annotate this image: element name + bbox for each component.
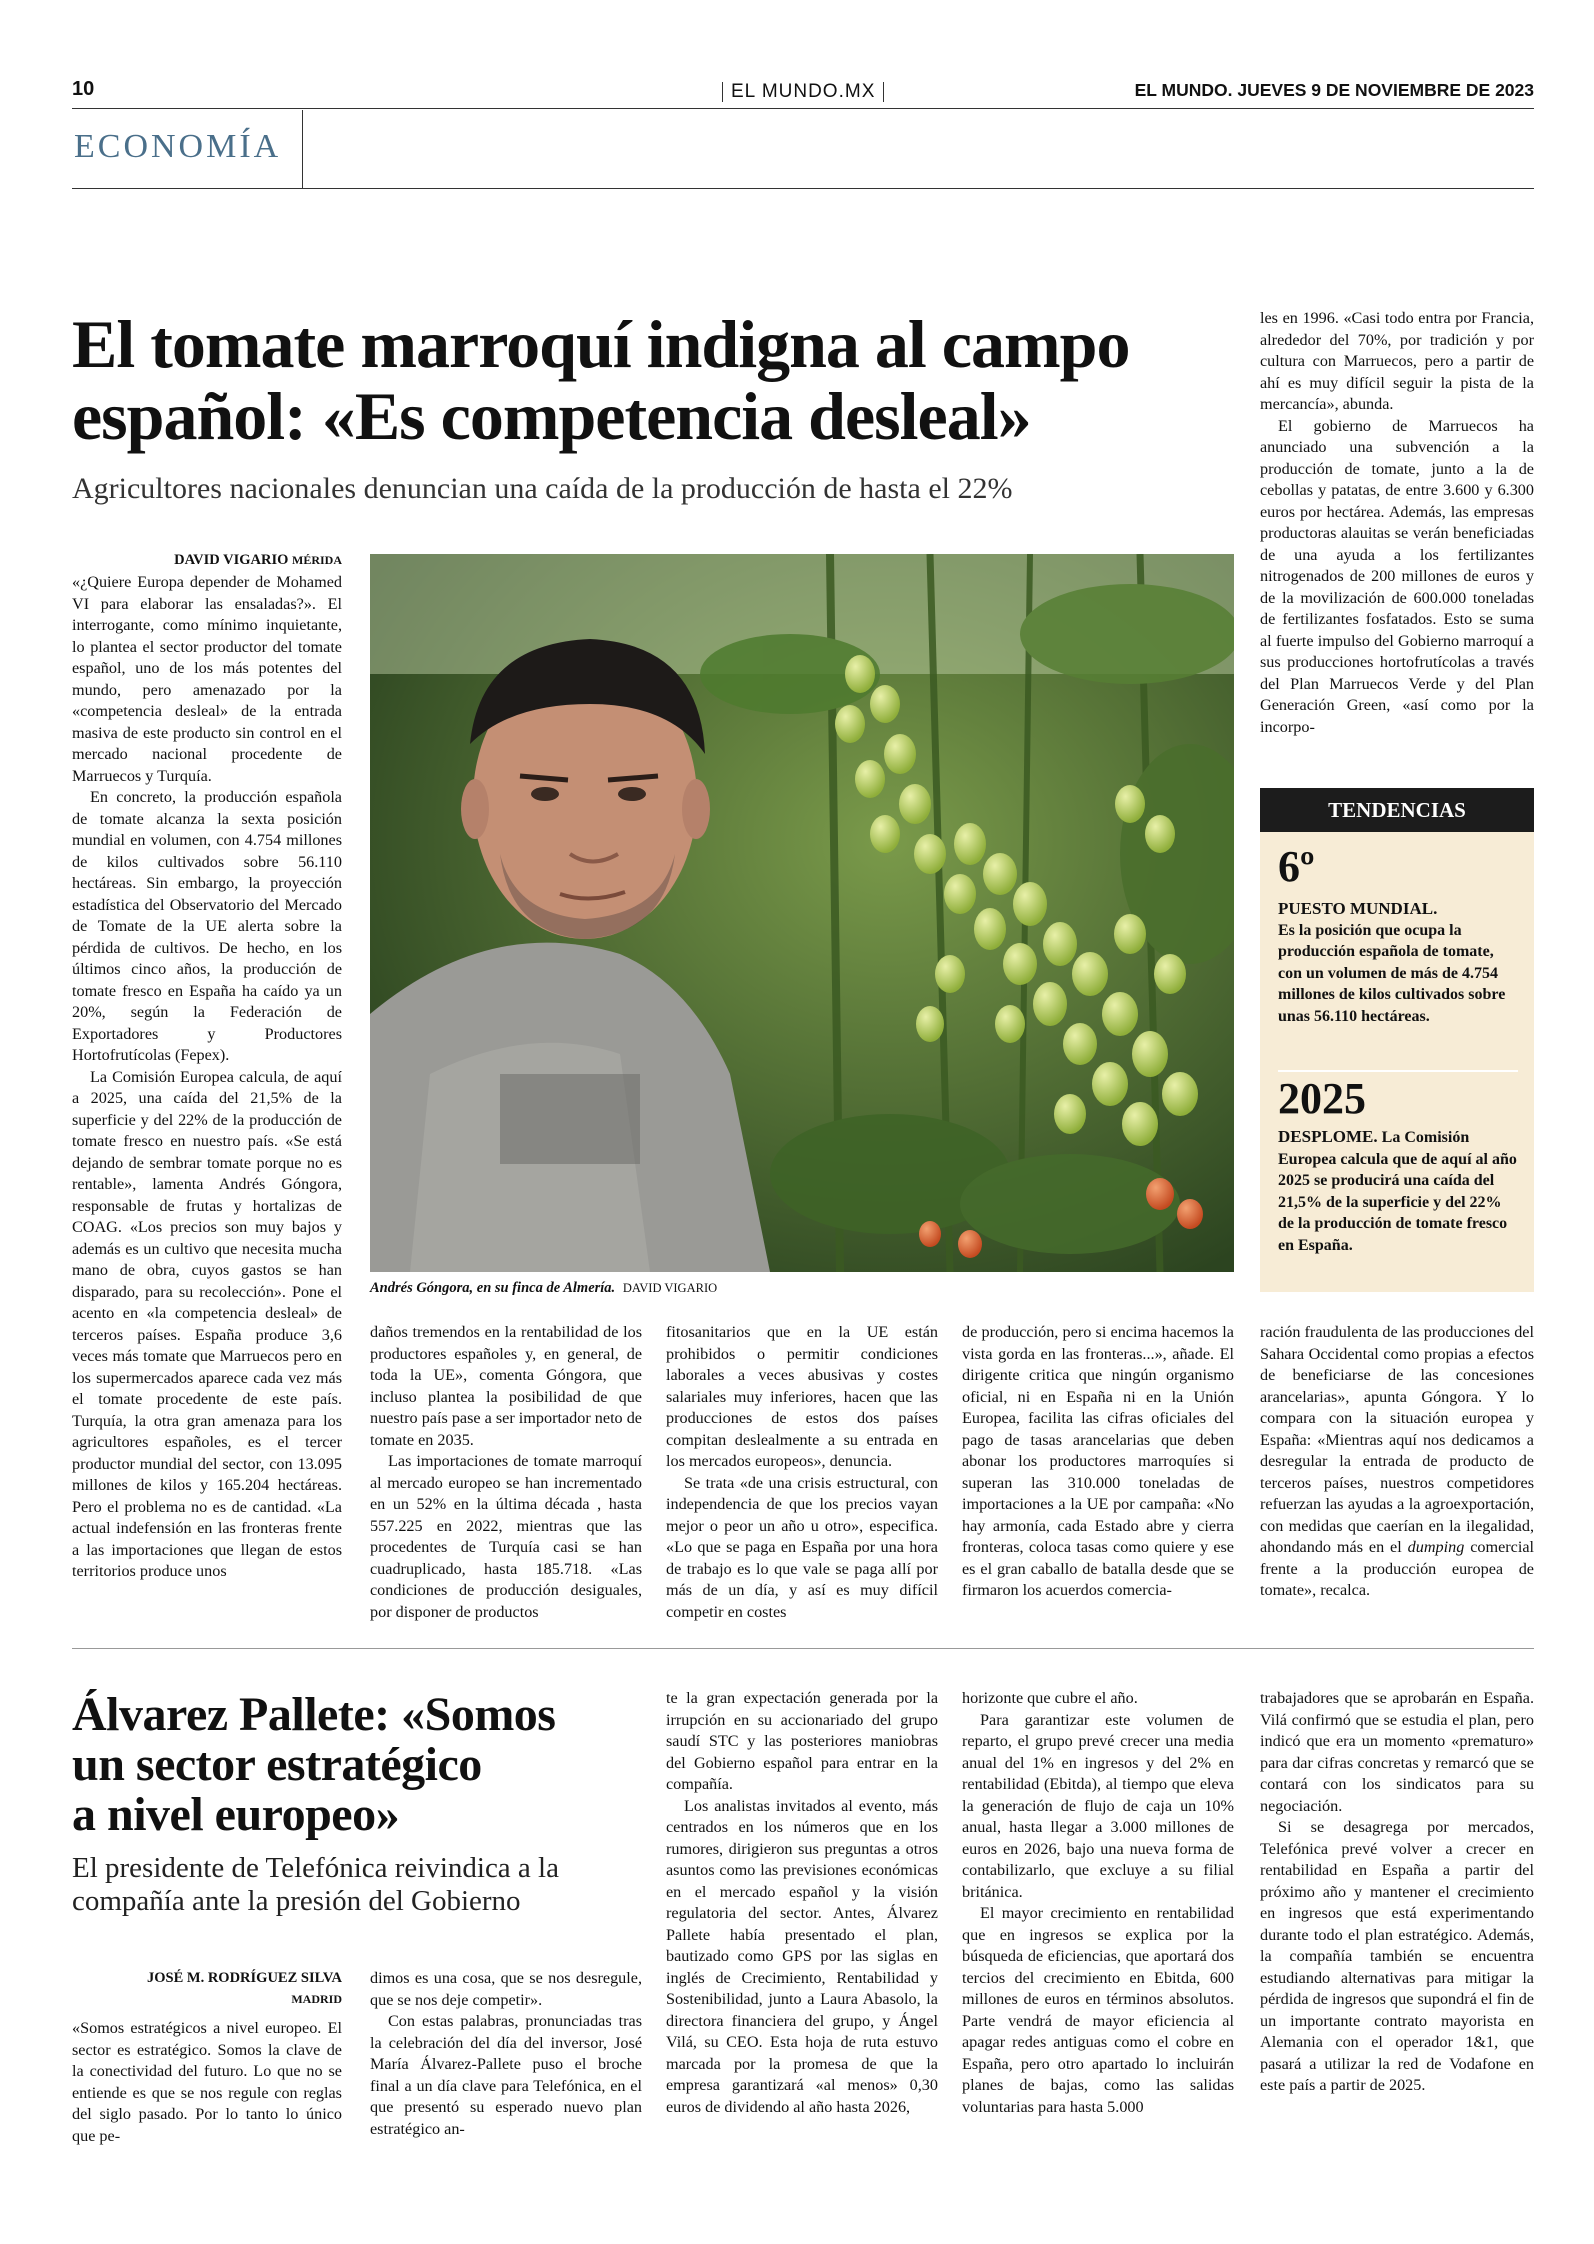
article1-byline-place: MÉRIDA: [292, 553, 342, 567]
article1-column-4: [962, 1322, 1234, 1602]
article1-col5-bottom-p1: [1260, 1322, 1534, 1602]
article2-subhead-line1: El presidente de Telefónica reivindica a la: [72, 1852, 559, 1884]
photo-credit: DAVID VIGARIO: [622, 1281, 718, 1295]
tendencias-item1: [1278, 898, 1518, 1027]
article1-col1-p1: «¿Quiere Europa depender de Mohamed VI para elaborar las ensaladas?». El interrogante, como mínimo inquietante, lo plantea el sector productor del tomate español, uno de los más potentes del mundo, pero amenazado por la «competencia desleal» de la entrada masiva de este producto sin control en el mercado nacional procedente de Marruecos y Turquía.: [72, 573, 342, 785]
article2-col3-p2: Los analistas invitados al evento, más centrados en los números que en los rumores, dirigieron sus preguntas a otros asuntos como las previsiones económicas en el mercado español y la visión regulatoria del sector. Antes, Álvarez Pallete había presentado el plan, bautizado como GPS por las siglas en inglés de Crecimiento, Rentabilidad y Sostenibilidad, junto a Laura Abasolo, la directora financiera del grupo, y Ángel Vilá, su CEO. Esta hoja de ruta estuvo marcada por la promesa de que la empresa garantizará «al menos» 0,30 euros de dividendo al año hasta 2026,: [666, 1796, 938, 2116]
col5-bottom-text-a: ración fraudulenta de las producciones del Sahara Occidental como propias a efectos de beneficiarse de las concesiones arancelarias», apunta Góngora. Y lo compara con la situación europea y España: «Mientras aquí nos dedicamos a desregular la entrada de producto de terceros países, nuestros competidores refuerzan las ayudas a la agroexportación, con medidas que caerían en la ilegalidad, ahondando más en el: [1260, 1323, 1534, 1556]
article1-byline-name: DAVID VIGARIO: [174, 552, 289, 568]
article2-headline-line1: Álvarez Pallete: «Somos: [72, 1688, 556, 1741]
article2-col5-p1: trabajadores que se aprobarán en España. Vilá confirmó que se estudia el plan, pero indicó que era un momento «prematuro» para dar cifras concretas y remarcó que se contará con los sindicatos para su negociación.: [1260, 1689, 1534, 1815]
article2-col4-p3: El mayor crecimiento en rentabilidad que en ingresos se explica por la búsqueda de eficiencias, que aportará dos tercios del crecimiento en Ebitda, 600 millones de euros en términos absolutos. Parte vendrá de mayor eficiencia al apagar redes antiguas como el cobre en España, pero otro apartado lo incluirán planes de bajas, como las salidas voluntarias para hasta 5.000: [962, 1904, 1234, 2116]
article1-col3-p1: fitosanitarios que en la UE están prohibidos o permitir condiciones laborales a veces abusivas y costes salariales muy inferiores, hacen que las producciones de estos dos países compitan deslealmente a su entrada en los mercados europeos», denuncia.: [666, 1323, 938, 1470]
article1-column-2: [370, 1322, 642, 1623]
tendencias-box: [1260, 832, 1534, 1292]
tendencias-item2: [1278, 1126, 1518, 1256]
tendencias-item2-big: 2025: [1278, 1074, 1366, 1123]
article1-column-5-bottom: [1260, 1322, 1534, 1602]
article2-col3-p1: te la gran expectación generada por la irrupción en su accionariado del grupo saudí STC y las posteriores maniobras del Gobierno español para entrar en la compañía.: [666, 1689, 938, 1793]
article1-col1-p2: En concreto, la producción española de tomate alcanza la sexta posición mundial en volumen, con 4.754 millones de kilos cultivados sobre 56.110 hectáreas. Sin embargo, la proyección estadística del Observatorio del Mercado de Tomate de la UE alerta sobre la pérdida de cultivos. De hecho, en los últimos cinco años, la producción de tomate fresco en España ha caído ya un 20%, según la Federación de Exportadores y Productores Hortofrutícolas (Fepex).: [72, 788, 342, 1064]
header-rule: [72, 108, 1534, 109]
tendencias-title: TENDENCIAS: [1328, 798, 1466, 822]
tendencias-item1-big: 6º: [1278, 842, 1315, 891]
article2-column-1: [72, 2018, 342, 2147]
article1-headline-line1: El tomate marroquí indigna al campo: [72, 306, 1130, 382]
article2-byline-name: JOSÉ M. RODRÍGUEZ SILVA: [147, 1970, 342, 1986]
tendencias-item2-label: DESPLOME.: [1278, 1127, 1378, 1146]
date-line: EL MUNDO. JUEVES 9 DE NOVIEMBRE DE 2023: [1134, 80, 1534, 100]
article2-col1-p1: «Somos estratégicos a nivel europeo. El sector es estratégico. Somos la clave de la conectividad del futuro. Lo que no se entiende es que se nos regule con reglas del siglo pasado. Por lo tanto lo único que pe-: [72, 2019, 342, 2145]
article2-col2-p2: Con estas palabras, pronunciadas tras la celebración del día del inversor, José María Álvarez-Pallete puso el broche final a un día clave para Telefónica, en el que presentó su esperado nuevo plan estratégico an-: [370, 2012, 642, 2138]
article1-byline: [72, 552, 342, 569]
article1-col2-p1: daños tremendos en la rentabilidad de los productores españoles y, en general, de toda la UE», comenta Góngora, que incluso plantea la posibilidad de que nuestro país pase a ser importador neto de tomate en 2035.: [370, 1323, 642, 1449]
col5-bottom-emphasis: dumping: [1407, 1538, 1465, 1556]
photo-caption-text: Andrés Góngora, en su finca de Almería.: [370, 1280, 616, 1296]
article1-col5-p1: les en 1996. «Casi todo entra por Francia, alrededor del 70%, por tradición y por cultura con Marruecos, pero a partir de ahí es muy difícil seguir la pista de la mercancía», abunda.: [1260, 309, 1534, 413]
article2-col5-p2: Si se desagrega por mercados, Telefónica prevé volver a crecer en rentabilidad en España a partir del próximo año y mantener el crecimiento en ingresos que está experimentando durante todo el plan estratégico. Además, la compañía también se encuentra estudiando alternativas para mitigar la pérdida de ingresos que supondrá el fin de un importante contrato mayorista en Alemania con el operador 1&1, que pasará a utilizar la red de Vodafone en este país a partir de 2025.: [1260, 1818, 1534, 2094]
article2-byline: [72, 1968, 342, 2010]
photo-tomato-plants-illustration: [370, 554, 1234, 1272]
article1-col3-p2: Se trata «de una crisis estructural, con independencia de que los precios vayan mejor o peor un año u otro», especifica. «Lo que se paga en España por una hora de trabajo es lo que vale se paga allí por más de un día, y así es muy difícil competir en costes: [666, 1473, 938, 1621]
section-title: ECONOMÍA: [74, 128, 282, 165]
article2-headline-line3: a nivel europeo»: [72, 1788, 400, 1841]
article1-photo: [370, 554, 1234, 1272]
article1-col1-p3: La Comisión Europea calcula, de aquí a 2025, una caída del 21,5% de la superficie y del 22% de la producción de tomate fresco en nuestro país. «Se está dejando de sembrar tomate porque no es rentable», lamenta Andrés Góngora, responsable de frutas y hortalizas de COAG. «Los precios son muy bajos y además es un cultivo que necesita mucha mano de obra, cuyos gastos se han disparado, para su recolección». Pone el acento en «la competencia desleal» de terceros países. España produce 3,6 veces más tomate que Marruecos pero en los supermercados aparece cada vez más el tomate procedente de este país. Turquía, la otra gran amenaza para los agricultores españoles, es el tercer productor mundial del sector, con 13.095 millones de kilos y 165.204 hectáreas. Pero el problema no es de cantidad. «La actual indefensión en las fronteras frente a las importaciones que llegan de estos territorios produce unos: [72, 1067, 342, 1580]
article1-col4-p1: de producción, pero si encima hacemos la vista gorda en las fronteras...», añade. El dirigente critica que ningún organismo oficial, ni en España ni en la Unión Europea, facilita las cifras oficiales del pago de tasas arancelarias que deben abonar los productores marroquíes si superan las 310.000 toneladas de importaciones a la UE por campaña: «No hay armonía, cada Estado abre y cierra fronteras, coloca tasas como quiere y ese es el gran caballo de batalla desde que se firmaron los acuerdos comercia-: [962, 1323, 1234, 1599]
site-name: [722, 82, 884, 102]
article1-column-5-top: [1260, 308, 1534, 738]
site-name-text: EL MUNDO.MX: [731, 81, 876, 102]
article2-column-2: [370, 1968, 642, 2140]
tendencias-item1-text: Es la posición que ocupa la producción española de tomate, con un volumen de más de 4.754 millones de kilos cultivados sobre unas 56.110 hectáreas.: [1278, 921, 1506, 1025]
article1-column-1: [72, 572, 342, 1583]
article2-col4-p2: Para garantizar este volumen de reparto, el grupo prevé crecer una media anual del 1% en ingresos y del 2% en rentabilidad (Ebitda), al tiempo que eleva la generación de flujo de caja un 10% anual, hasta llegar a 3.000 millones de euros en 2026, bajo una nueva forma de contabilizarlo, que excluye a su filial británica.: [962, 1710, 1234, 1901]
article1-column-3: [666, 1322, 938, 1623]
section-divider: [302, 110, 303, 188]
article1-subhead: Agricultores nacionales denuncian una caída de la producción de hasta el 22%: [72, 472, 1013, 505]
article2-column-4: [962, 1688, 1234, 2118]
article2-col2-p1: dimos es una cosa, que se nos desregule, que se nos deje competir».: [370, 1969, 642, 2009]
article2-byline-place: MADRID: [291, 1992, 342, 2006]
article1-col2-p2: Las importaciones de tomate marroquí al mercado europeo se han incrementado en un 52% en la última década , hasta 557.225 en 2022, mientras que las procedentes de Turquía casi se han cuadruplicado, hasta 185.718. «Las condiciones de producción desiguales, por disponer de productos: [370, 1452, 642, 1621]
article1-col5-p2: El gobierno de Marruecos ha anunciado una subvención a la producción de tomate, junto a la de cebollas y patatas, de entre 3.600 y 6.300 euros por hectárea. Además, las empresas productoras alauitas se verán beneficiadas de una ayuda a los fertilizantes nitrogenados de 200 millones de euros y de la movilización de 600.000 toneladas de fertilizantes fosfatados. Esto se suma al fuerte impulso del Gobierno marroquí a sus producciones hortofrutícolas a través del Plan Marruecos Verde y del Plan Generación Green, «así como por la incorpo-: [1260, 416, 1534, 736]
tendencias-divider: [1278, 1070, 1518, 1072]
article2-column-3: [666, 1688, 938, 2118]
article2-column-5: [1260, 1688, 1534, 2097]
article-separator: [72, 1648, 1534, 1649]
article2-headline-line2: un sector estratégico: [72, 1738, 482, 1791]
tendencias-item1-label: PUESTO MUNDIAL.: [1278, 899, 1438, 918]
article1-headline: [72, 308, 1272, 452]
section-rule: [72, 188, 1534, 189]
article2-subhead: [72, 1852, 672, 1918]
article1-headline-line2: español: «Es competencia desleal»: [72, 378, 1031, 454]
article2-subhead-line2: compañía ante la presión del Gobierno: [72, 1885, 521, 1917]
article1-photo-caption: [370, 1280, 1234, 1297]
article2-col4-p1: horizonte que cubre el año.: [962, 1689, 1138, 1707]
page-number: 10: [72, 78, 95, 100]
tendencias-item2-text: La Comisión Europea calcula que de aquí al año 2025 se producirá una caída del 21,5% de la superficie y del 22% de la producción de tomate fresco en España.: [1278, 1129, 1517, 1254]
tendencias-header: [1260, 788, 1534, 832]
article2-headline: [72, 1690, 672, 1840]
col5-bottom-text-b: comercial frente a la producción europea de tomate», recalca.: [1260, 1538, 1535, 1599]
